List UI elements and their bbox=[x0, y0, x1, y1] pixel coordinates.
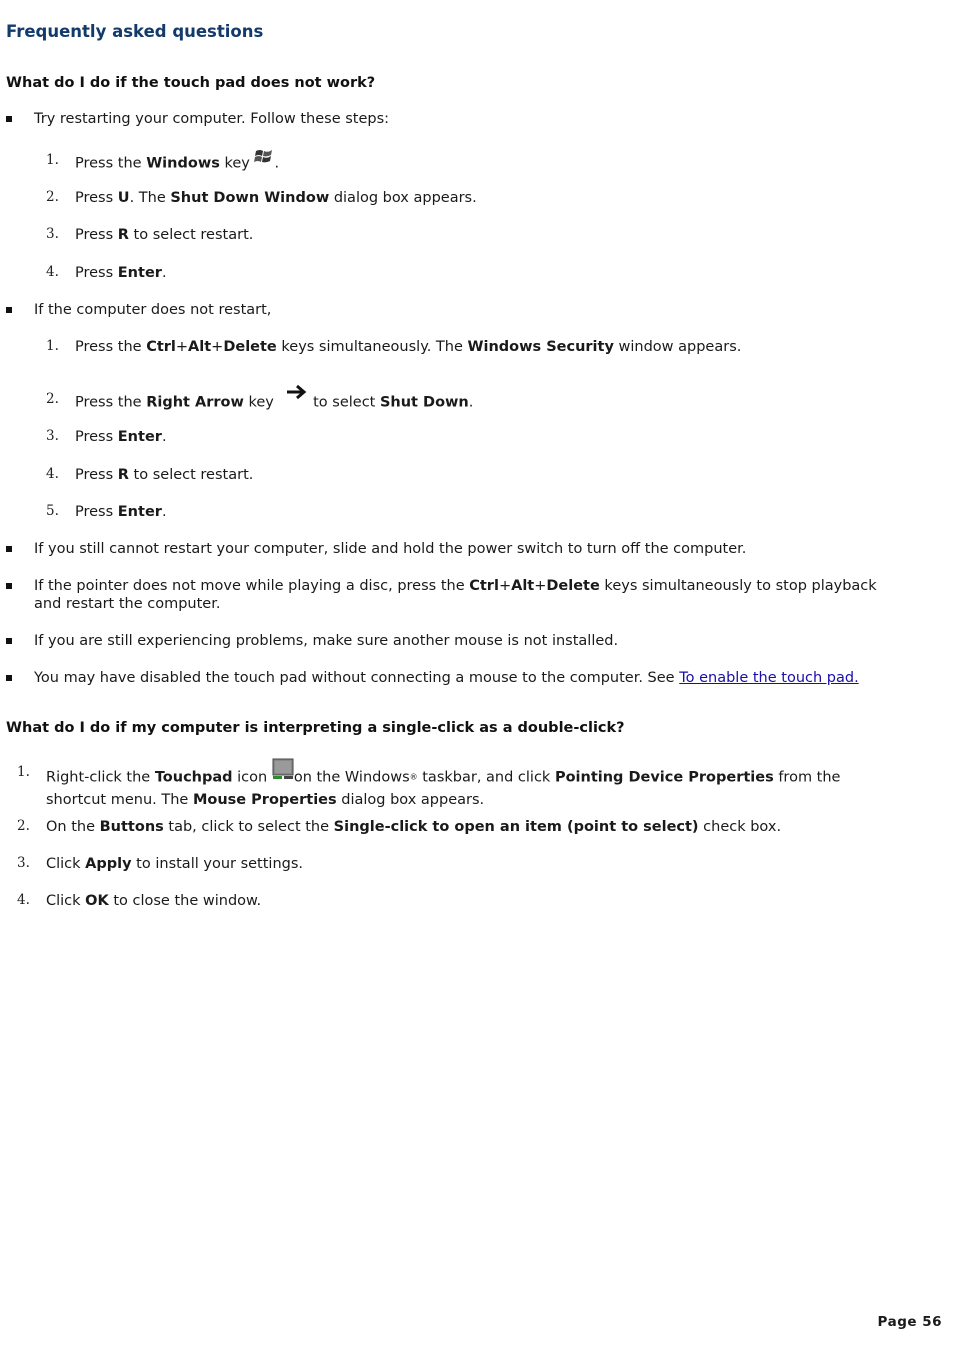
bullet-power-switch: If you still cannot restart your computer, slide and hold the power switch to turn off the computer. bbox=[34, 541, 747, 557]
bullet-no-restart: If the computer does not restart, bbox=[34, 302, 272, 318]
bullet-try-restart: Try restarting your computer. Follow these steps: bbox=[34, 111, 390, 127]
step-buttons-tab: On the Buttons tab, click to select the Single-click to open an item (point to select) check box. bbox=[46, 819, 782, 835]
step-right-arrow: Press the Right Arrow key to select Shut Down. bbox=[75, 391, 473, 414]
step-number: 4. bbox=[17, 892, 30, 908]
step-number: 3. bbox=[46, 428, 59, 444]
step-number: 4. bbox=[46, 264, 59, 280]
bullet-marker bbox=[6, 307, 12, 313]
bullet-disc-playback: If the pointer does not move while playing a disc, press the Ctrl+Alt+Delete keys simultaneously to stop playback and restart the computer. bbox=[34, 578, 877, 612]
page-title: Frequently asked questions bbox=[6, 22, 264, 41]
step-number: 4. bbox=[46, 466, 59, 482]
step-number: 5. bbox=[46, 503, 59, 519]
step-press-u: Press U. The Shut Down Window dialog box appears. bbox=[75, 190, 477, 206]
bullet-touchpad-disabled: You may have disabled the touch pad without connecting a mouse to the computer. See To enable the touch pad. bbox=[34, 670, 859, 686]
step-number: 1. bbox=[17, 764, 30, 780]
bullet-marker bbox=[6, 638, 12, 644]
enable-touchpad-link[interactable]: To enable the touch pad. bbox=[679, 670, 859, 686]
bullet-marker bbox=[6, 546, 12, 552]
step-ctrl-alt-delete: Press the Ctrl+Alt+Delete keys simultaneously. The Windows Security window appears. bbox=[75, 339, 742, 355]
step-number: 3. bbox=[46, 226, 59, 242]
step-press-r: Press R to select restart. bbox=[75, 227, 254, 243]
step-number: 1. bbox=[46, 152, 59, 168]
step-number: 3. bbox=[17, 855, 30, 871]
step-press-r: Press R to select restart. bbox=[75, 467, 254, 483]
bullet-marker bbox=[6, 583, 12, 589]
step-number: 2. bbox=[46, 391, 59, 407]
step-number: 2. bbox=[17, 818, 30, 834]
step-press-enter: Press Enter. bbox=[75, 429, 167, 445]
windows-logo-icon bbox=[254, 147, 274, 170]
bullet-marker bbox=[6, 116, 12, 122]
step-number: 1. bbox=[46, 338, 59, 354]
step-click-ok: Click OK to close the window. bbox=[46, 893, 262, 909]
page-number: Page 56 bbox=[877, 1314, 942, 1330]
touchpad-icon bbox=[272, 758, 294, 785]
step-press-enter: Press Enter. bbox=[75, 265, 167, 281]
question-double-click-heading: What do I do if my computer is interpreting a single-click as a double-click? bbox=[6, 720, 625, 736]
question-touchpad-heading: What do I do if the touch pad does not work? bbox=[6, 75, 376, 91]
step-press-enter: Press Enter. bbox=[75, 504, 167, 520]
bullet-another-mouse: If you are still experiencing problems, make sure another mouse is not installed. bbox=[34, 633, 619, 649]
bullet-marker bbox=[6, 675, 12, 681]
step-press-windows: Press the Windows key . bbox=[75, 152, 279, 175]
right-arrow-icon bbox=[285, 383, 309, 406]
step-right-click-touchpad: Right-click the Touchpad icon on the Windows® taskbar, and click Pointing Device Properties from the shortcut menu. The Mouse Properties dialog box appears. bbox=[46, 764, 840, 809]
step-click-apply: Click Apply to install your settings. bbox=[46, 856, 304, 872]
step-number: 2. bbox=[46, 189, 59, 205]
